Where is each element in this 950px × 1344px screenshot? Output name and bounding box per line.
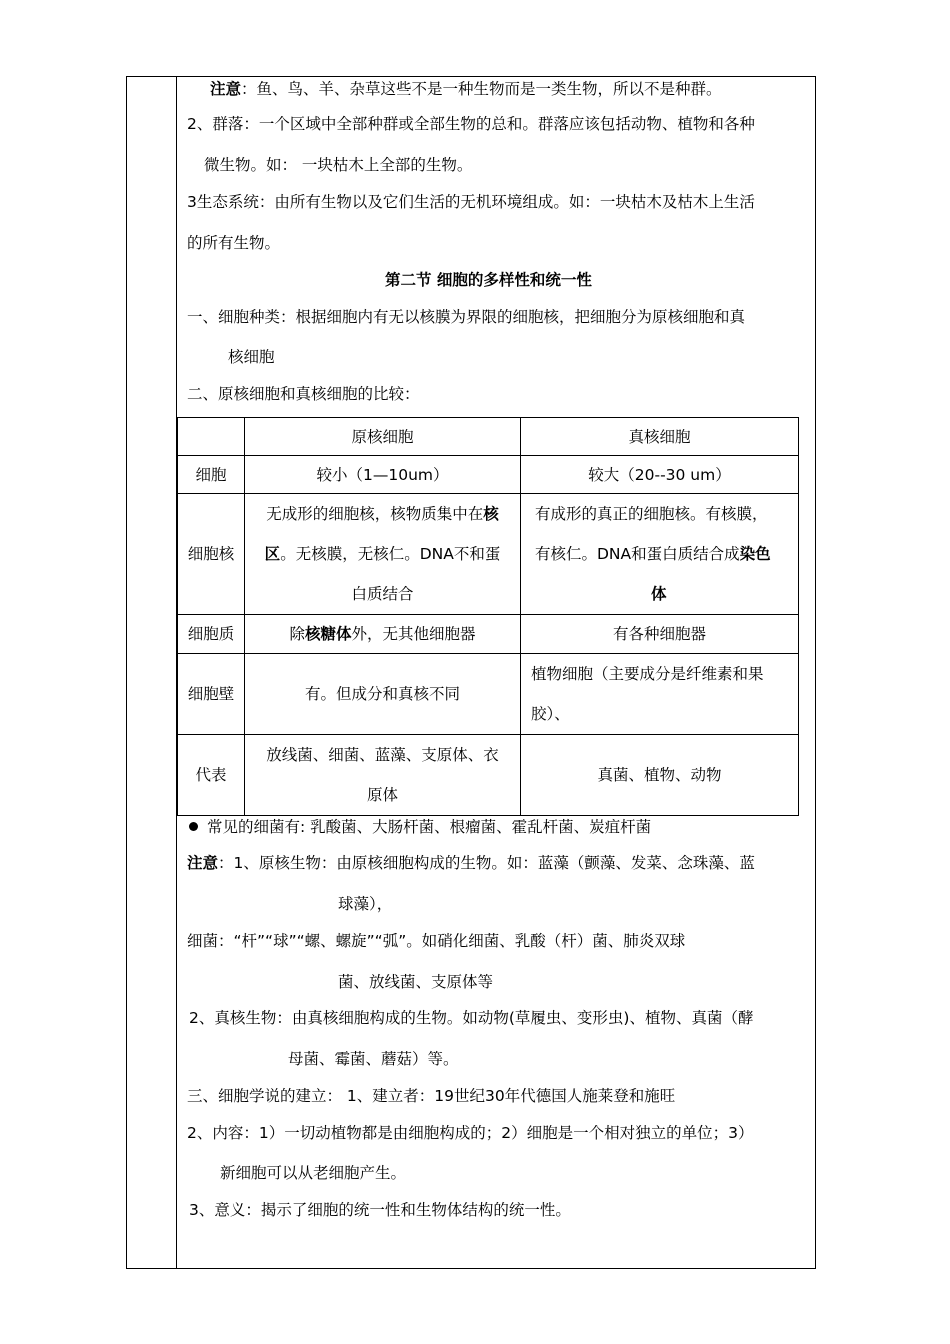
section-title: 第二节 细胞的多样性和统一性 bbox=[385, 271, 592, 289]
eukaryote-line-1: 2、真核生物：由真核细胞构成的生物。如动物(草履虫、变形虫)、植物、真菌（酵 bbox=[189, 1009, 754, 1027]
cell-prokaryote bbox=[245, 615, 521, 654]
cell-line: 植物细胞（主要成分是纤维素和果 bbox=[531, 665, 764, 683]
note-text: ：1、原核生物：由原核细胞构成的生物。如：蓝藻（颤藻、发菜、念珠藻、蓝 bbox=[218, 854, 755, 872]
theory-meaning-line: 3、意义：揭示了细胞的统一性和生物体结构的统一性。 bbox=[189, 1201, 571, 1219]
table-row bbox=[178, 735, 799, 816]
bacteria-line-1: 细菌：“杆”“球”“螺、螺旋”“弧”。如硝化细菌、乳酸（杆）菌、肺炎双球 bbox=[187, 932, 686, 950]
cell-eukaryote: 有各种细胞器 bbox=[521, 615, 799, 654]
note-prokaryote-line-2: 球藻）， bbox=[338, 895, 393, 913]
bullet-icon bbox=[189, 822, 198, 831]
cell-types-line-2: 核细胞 bbox=[228, 348, 275, 366]
text: 。无核膜，无核仁。DNA不和蛋 bbox=[280, 545, 501, 563]
cell-eukaryote: 真菌、植物、动物 bbox=[521, 735, 799, 816]
table-row bbox=[178, 456, 799, 494]
bacteria-line-2: 菌、放线菌、支原体等 bbox=[338, 973, 494, 991]
cell-eukaryote: 较大（20--30 um） bbox=[521, 456, 799, 494]
cell-line: 有成形的真正的细胞核。有核膜， bbox=[535, 505, 768, 523]
cell-prokaryote: 较小（1—10um） bbox=[245, 456, 521, 494]
cell-prokaryote bbox=[245, 735, 521, 816]
row-label: 细胞壁 bbox=[178, 654, 245, 735]
cell-eukaryote bbox=[521, 654, 799, 735]
text: 有核仁。DNA和蛋白质结合成 bbox=[535, 545, 740, 563]
text: 外，无其他细胞器 bbox=[351, 625, 476, 643]
comparison-title: 二、原核细胞和真核细胞的比较： bbox=[187, 385, 420, 403]
row-label: 细胞 bbox=[178, 456, 245, 494]
cell-line: 胶）、 bbox=[531, 705, 570, 723]
note-label: 注意 bbox=[210, 80, 242, 98]
bold-text: 核糖体 bbox=[304, 625, 352, 643]
cell-line bbox=[251, 494, 514, 534]
theory-content-line-2: 新细胞可以从老细胞产生。 bbox=[220, 1164, 407, 1182]
cell-types-line-1: 一、细胞种类：根据细胞内有无以核膜为界限的细胞核，把细胞分为原核细胞和真 bbox=[187, 308, 746, 326]
table-header-row bbox=[178, 418, 799, 456]
header-prokaryote: 原核细胞 bbox=[245, 418, 521, 456]
note-text: ：鱼、鸟、羊、杂草这些不是一种生物而是一类生物，所以不是种群。 bbox=[241, 80, 722, 98]
row-label: 代表 bbox=[178, 735, 245, 816]
table-row bbox=[178, 654, 799, 735]
cell-eukaryote bbox=[521, 494, 799, 615]
header-empty bbox=[178, 418, 245, 456]
cell-theory-line: 三、细胞学说的建立： 1、建立者：19世纪30年代德国人施莱登和施旺 bbox=[187, 1087, 676, 1105]
comparison-table bbox=[177, 417, 799, 816]
bold-text: 染色 bbox=[739, 545, 771, 563]
table-row bbox=[178, 615, 799, 654]
header-eukaryote: 真核细胞 bbox=[521, 418, 799, 456]
table-row bbox=[178, 494, 799, 615]
cell-line: 原体 bbox=[366, 786, 398, 804]
theory-content-line-1: 2、内容：1）一切动植物都是由细胞构成的；2）细胞是一个相对独立的单位；3） bbox=[187, 1124, 754, 1142]
text: 除 bbox=[289, 625, 305, 643]
community-line-1: 2、群落：一个区域中全部种群或全部生物的总和。群落应该包括动物、植物和各种 bbox=[187, 115, 755, 133]
cell-line: 体 bbox=[651, 585, 667, 603]
bold-text: 核 bbox=[483, 505, 499, 523]
cell-line bbox=[535, 534, 792, 574]
text: 无成形的细胞核，核物质集中在 bbox=[266, 505, 484, 523]
cell-prokaryote bbox=[245, 494, 521, 615]
ecosystem-line-1: 3生态系统：由所有生物以及它们生活的无机环境组成。如：一块枯木及枯木上生活 bbox=[187, 193, 755, 211]
note-prokaryote-line-1 bbox=[187, 853, 755, 873]
note-line bbox=[210, 79, 722, 99]
ecosystem-line-2: 的所有生物。 bbox=[187, 234, 281, 252]
eukaryote-line-2: 母菌、霉菌、蘑菇）等。 bbox=[288, 1050, 459, 1068]
community-line-2: 微生物。如： 一块枯木上全部的生物。 bbox=[204, 156, 473, 174]
row-label: 细胞质 bbox=[178, 615, 245, 654]
bold-text: 区 bbox=[264, 545, 281, 563]
bullet-text: 常见的细菌有: 乳酸菌、大肠杆菌、根瘤菌、霍乱杆菌、炭疽杆菌 bbox=[207, 818, 652, 836]
note-label: 注意 bbox=[187, 854, 219, 872]
cell-line: 白质结合 bbox=[351, 585, 414, 603]
cell-prokaryote: 有。但成分和真核不同 bbox=[245, 654, 521, 735]
cell-line bbox=[251, 534, 514, 574]
bullet-line bbox=[189, 817, 651, 837]
cell-line: 放线菌、细菌、蓝藻、支原体、衣 bbox=[266, 746, 499, 764]
row-label: 细胞核 bbox=[178, 494, 245, 615]
